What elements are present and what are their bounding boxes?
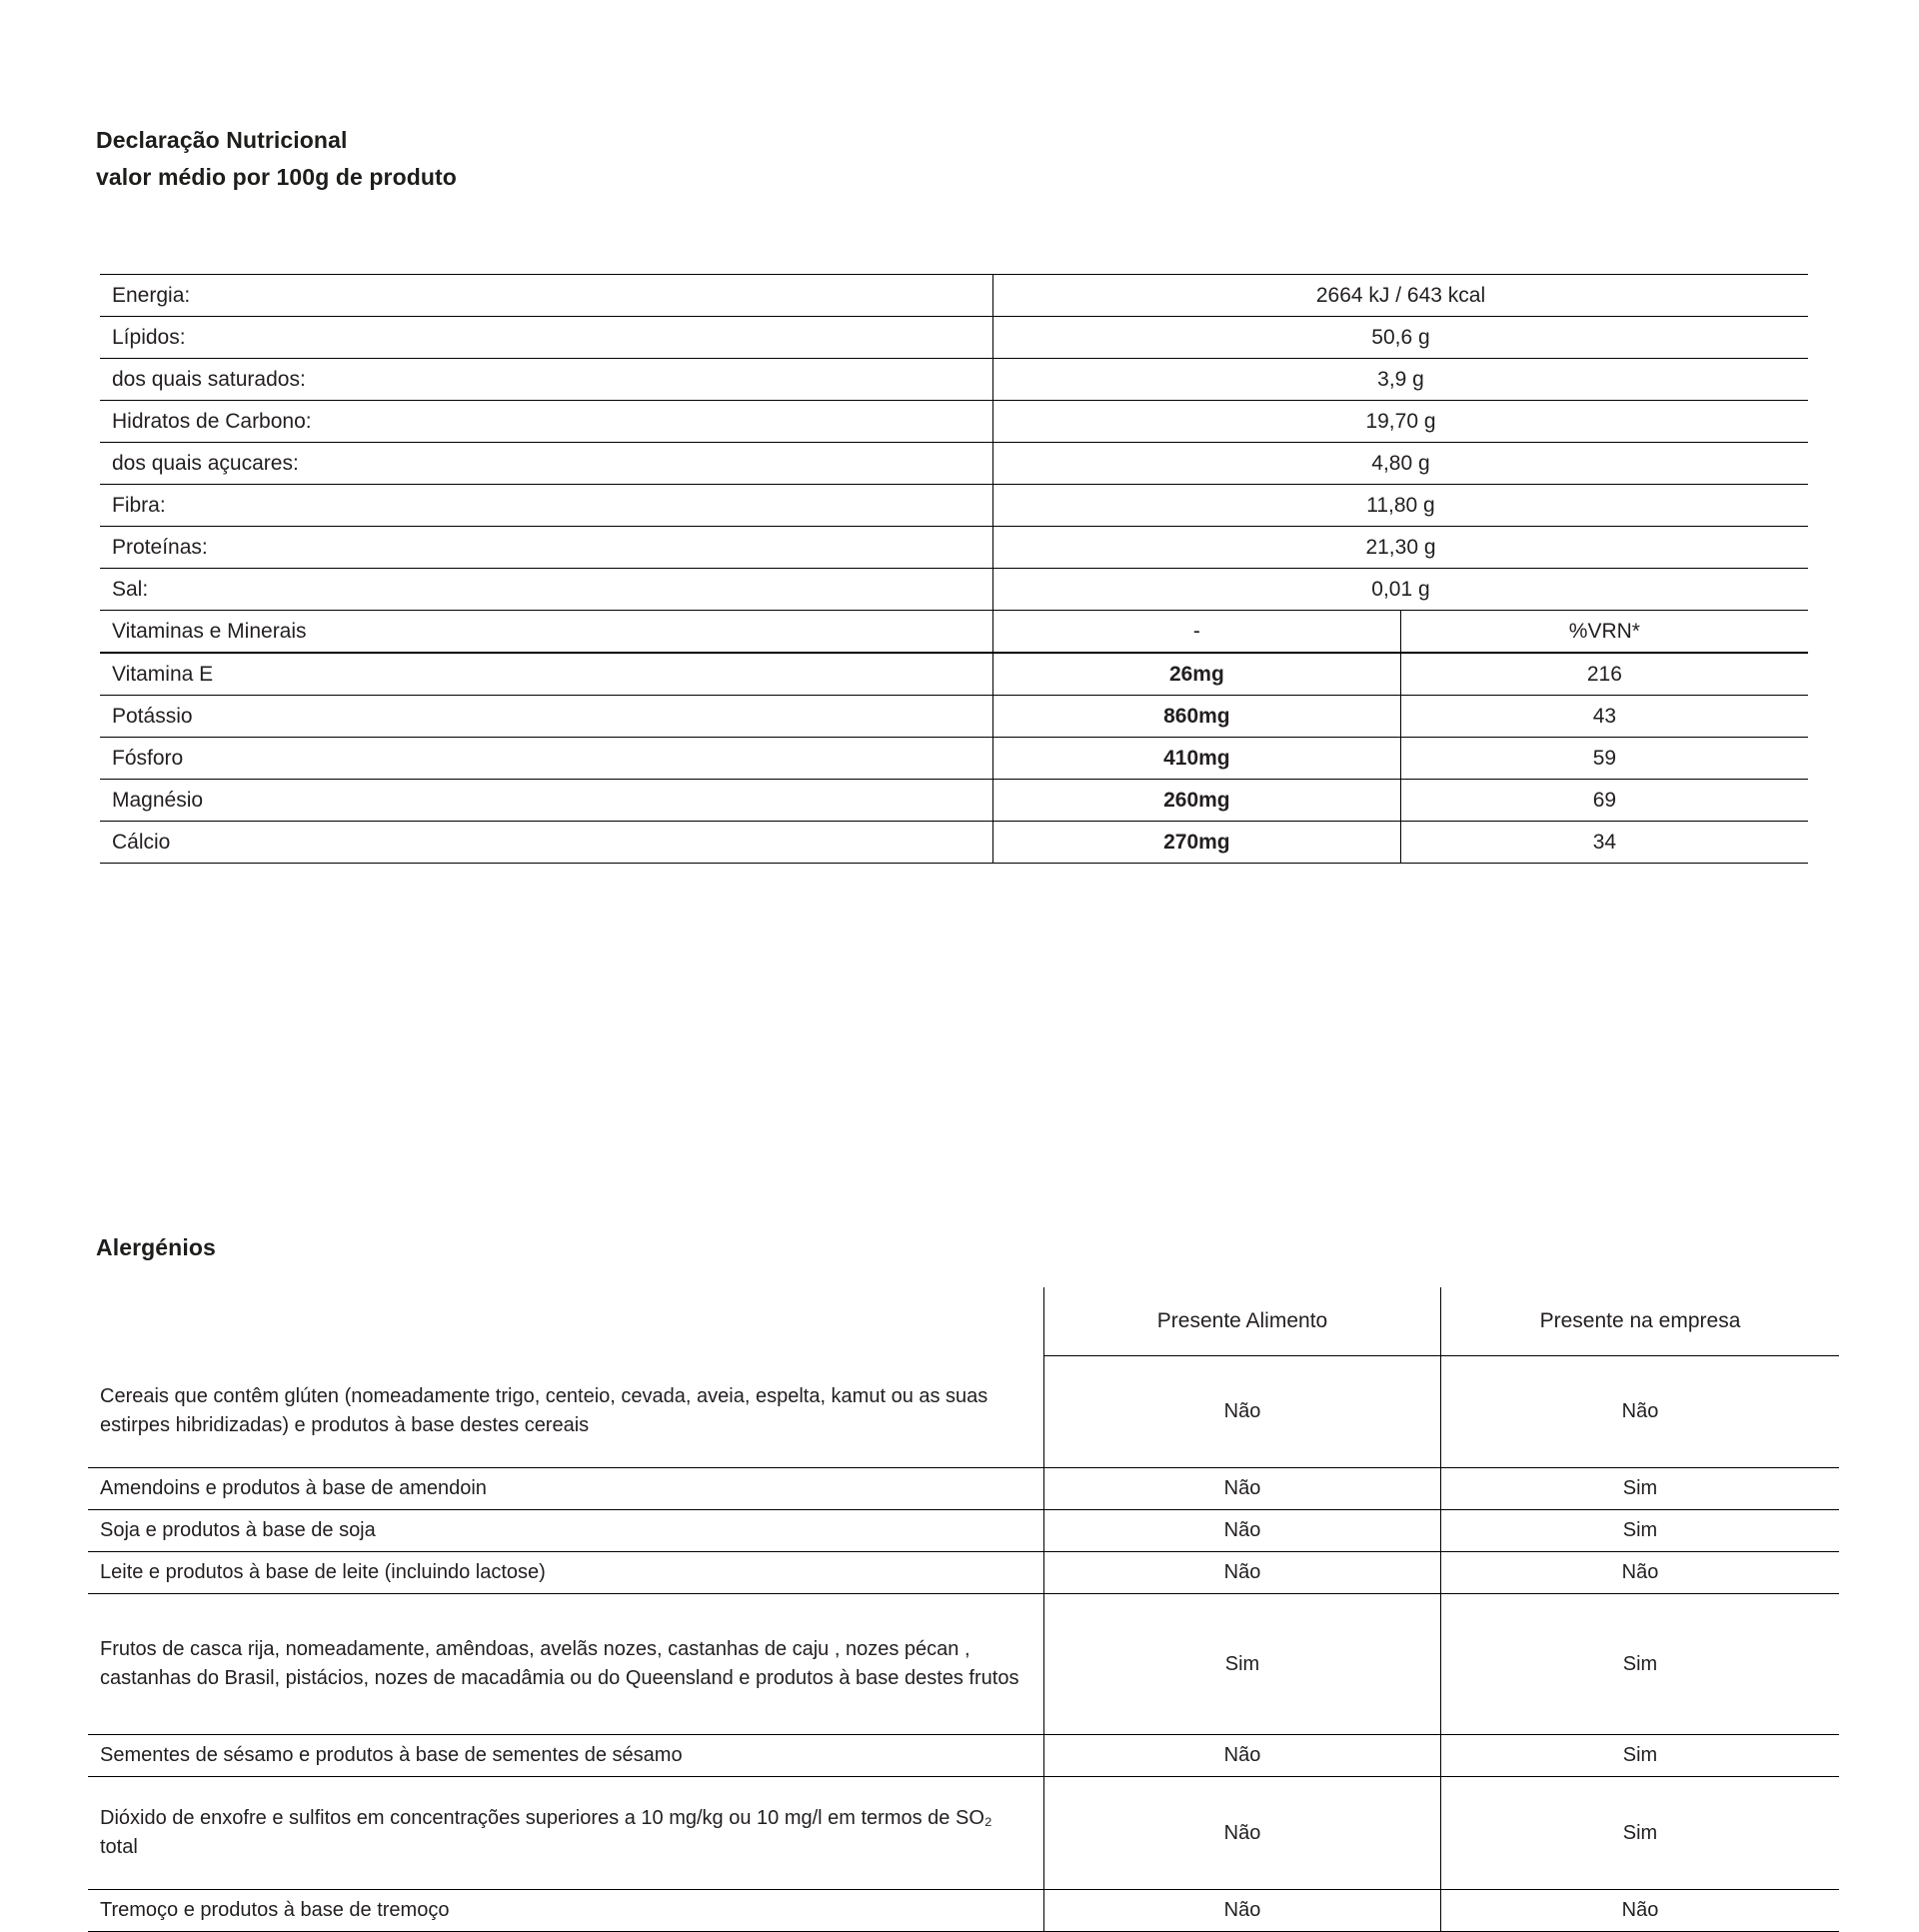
allergen-present-company: Sim: [1441, 1777, 1840, 1890]
nutrient-label: Hidratos de Carbono:: [100, 401, 993, 443]
vitamins-header-vrn: %VRN*: [1400, 611, 1808, 654]
nutrition-heading-line1: Declaração Nutricional: [96, 127, 348, 153]
vitamin-value: 860mg: [993, 696, 1401, 738]
table-row: [100, 822, 1808, 864]
allergen-name: Amendoins e produtos à base de amendoin: [88, 1468, 1044, 1510]
vitamin-value: 260mg: [993, 780, 1401, 822]
table-row: [100, 275, 1808, 317]
allergens-table: [88, 1287, 1839, 1932]
nutrient-label: Lípidos:: [100, 317, 993, 359]
nutrient-label: Energia:: [100, 275, 993, 317]
nutrient-value: 3,9 g: [993, 359, 1809, 401]
allergens-header-food: Presente Alimento: [1044, 1287, 1441, 1355]
table-row: [88, 1890, 1839, 1932]
allergen-present-food: Não: [1044, 1468, 1441, 1510]
table-row: [100, 401, 1808, 443]
table-row: [88, 1777, 1839, 1890]
vitamin-vrn: 59: [1400, 738, 1808, 780]
table-row: [100, 317, 1808, 359]
table-row: [88, 1594, 1839, 1735]
nutrition-heading-line2: valor médio por 100g de produto: [96, 164, 457, 191]
nutrient-label: Sal:: [100, 569, 993, 611]
vitamin-label: Fósforo: [100, 738, 993, 780]
allergen-present-food: Não: [1044, 1735, 1441, 1777]
allergen-present-company: Sim: [1441, 1594, 1840, 1735]
nutrient-value: 4,80 g: [993, 443, 1809, 485]
nutrition-table: [100, 274, 1808, 864]
allergen-present-food: Não: [1044, 1777, 1441, 1890]
nutrition-heading: [96, 122, 457, 197]
vitamin-label: Cálcio: [100, 822, 993, 864]
table-row: [100, 696, 1808, 738]
allergen-present-food: Não: [1044, 1552, 1441, 1594]
vitamins-header-label: Vitaminas e Minerais: [100, 611, 993, 654]
allergen-name: Frutos de casca rija, nomeadamente, amêndoas, avelãs nozes, castanhas de caju , nozes pécan , castanhas do Brasil, pistácios, nozes de macadâmia ou do Queensland e produtos à base destes frutos: [88, 1594, 1044, 1735]
table-row: [100, 653, 1808, 696]
vitamin-value: 270mg: [993, 822, 1401, 864]
vitamin-vrn: 34: [1400, 822, 1808, 864]
allergen-present-company: Sim: [1441, 1468, 1840, 1510]
table-row: [88, 1735, 1839, 1777]
allergens-table-wrapper: [88, 1287, 1811, 1932]
allergens-header-company: Presente na empresa: [1441, 1287, 1840, 1355]
nutrient-label: dos quais saturados:: [100, 359, 993, 401]
nutrient-value: 50,6 g: [993, 317, 1809, 359]
allergens-heading: Alergénios: [96, 1234, 216, 1260]
nutrient-value: 19,70 g: [993, 401, 1809, 443]
nutrient-value: 11,80 g: [993, 485, 1809, 527]
table-row: [100, 359, 1808, 401]
vitamin-label: Potássio: [100, 696, 993, 738]
allergen-name: Cereais que contêm glúten (nomeadamente trigo, centeio, cevada, aveia, espelta, kamut ou as suas estirpes hibridizadas) e produtos à base destes cereais: [88, 1355, 1044, 1468]
table-row: [100, 527, 1808, 569]
vitamin-vrn: 43: [1400, 696, 1808, 738]
allergen-present-food: Não: [1044, 1890, 1441, 1932]
allergen-name: Leite e produtos à base de leite (incluindo lactose): [88, 1552, 1044, 1594]
table-row: [88, 1510, 1839, 1552]
allergen-present-company: Sim: [1441, 1510, 1840, 1552]
allergen-present-food: Não: [1044, 1355, 1441, 1468]
table-row: [100, 780, 1808, 822]
allergen-name: Sementes de sésamo e produtos à base de sementes de sésamo: [88, 1735, 1044, 1777]
allergen-present-food: Não: [1044, 1510, 1441, 1552]
allergen-present-company: Não: [1441, 1890, 1840, 1932]
nutrient-label: Fibra:: [100, 485, 993, 527]
allergen-present-company: Sim: [1441, 1735, 1840, 1777]
nutrient-value: 2664 kJ / 643 kcal: [993, 275, 1809, 317]
vitamin-vrn: 69: [1400, 780, 1808, 822]
allergen-name: Dióxido de enxofre e sulfitos em concentrações superiores a 10 mg/kg ou 10 mg/l em termos de SO₂ total: [88, 1777, 1044, 1890]
nutrient-label: Proteínas:: [100, 527, 993, 569]
nutrient-label: dos quais açucares:: [100, 443, 993, 485]
vitamin-vrn: 216: [1400, 653, 1808, 696]
table-row: [100, 738, 1808, 780]
vitamin-value: 410mg: [993, 738, 1401, 780]
vitamins-header-row: [100, 611, 1808, 654]
allergen-name: Tremoço e produtos à base de tremoço: [88, 1890, 1044, 1932]
table-row: [100, 443, 1808, 485]
table-row: [88, 1468, 1839, 1510]
nutrient-value: 21,30 g: [993, 527, 1809, 569]
vitamin-label: Vitamina E: [100, 653, 993, 696]
table-row: [88, 1552, 1839, 1594]
allergen-name: Soja e produtos à base de soja: [88, 1510, 1044, 1552]
vitamins-header-value: -: [993, 611, 1401, 654]
nutrition-table-wrapper: [100, 274, 1808, 864]
table-row: [100, 485, 1808, 527]
allergen-present-company: Não: [1441, 1355, 1840, 1468]
vitamin-value: 26mg: [993, 653, 1401, 696]
allergens-header-blank: [88, 1287, 1044, 1355]
allergen-present-company: Não: [1441, 1552, 1840, 1594]
allergens-header-row: [88, 1287, 1839, 1355]
allergen-present-food: Sim: [1044, 1594, 1441, 1735]
nutrient-value: 0,01 g: [993, 569, 1809, 611]
table-row: [88, 1355, 1839, 1468]
table-row: [100, 569, 1808, 611]
vitamin-label: Magnésio: [100, 780, 993, 822]
